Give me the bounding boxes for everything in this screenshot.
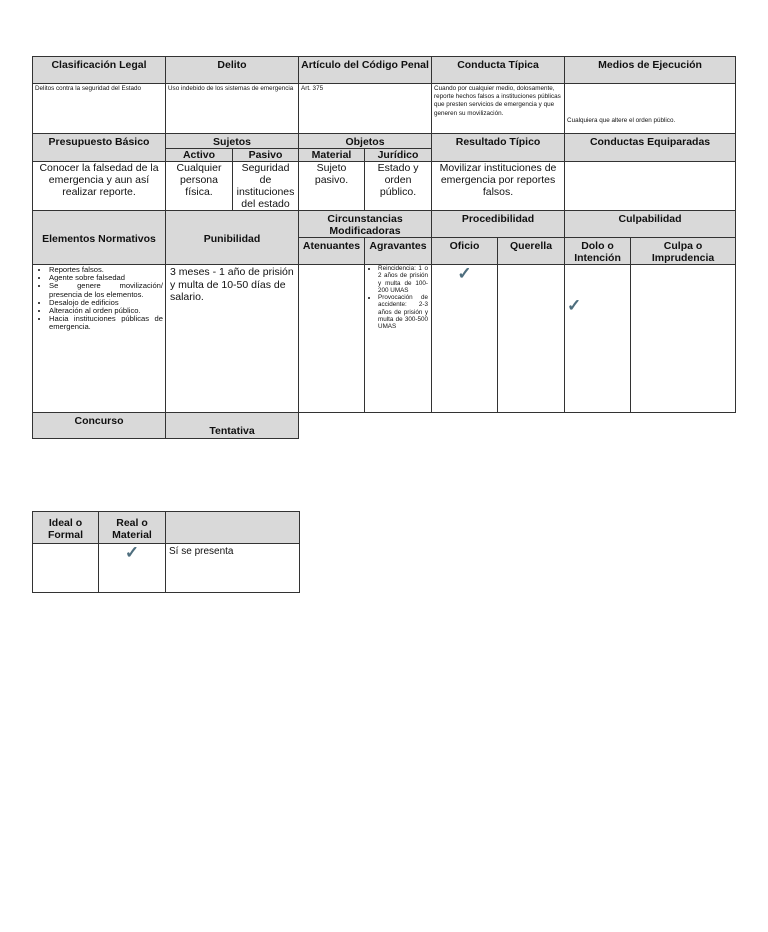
header-ideal-formal: Ideal o Formal (33, 512, 99, 544)
list-item: • Reincidencia: 1 o 2 años de prisión y multa de 100-200 UMAS (378, 265, 428, 294)
header-culpa-imprudencia: Culpa o Imprudencia (631, 238, 736, 265)
header-objetos: Objetos (299, 134, 432, 149)
header-querella: Querella (498, 238, 565, 265)
header-resultado-tipico: Resultado Típico (432, 134, 565, 162)
header-clasificacion-legal: Clasificación Legal (33, 57, 166, 84)
header-oficio: Oficio (432, 238, 498, 265)
header-punibilidad: Punibilidad (166, 211, 299, 265)
delito-analysis-table (32, 56, 736, 439)
value-ideal-formal (33, 544, 99, 593)
value-presupuesto-basico: Conocer la falsedad de la emergencia y aun así realizar reporte. (33, 162, 166, 211)
value-atenuantes (299, 265, 365, 413)
header-empty (166, 512, 300, 544)
value-querella (498, 265, 565, 413)
header-atenuantes: Atenuantes (299, 238, 365, 265)
value-sujeto-pasivo: Seguridad de instituciones del estado (233, 162, 299, 211)
header-circunstancias-modificadoras: Circunstancias Modificadoras (299, 211, 432, 238)
list-item: • Alteración al orden público. (49, 307, 163, 315)
value-oficio (432, 265, 498, 413)
value-elementos-normativos (33, 265, 166, 413)
value-punibilidad: 3 meses - 1 año de prisión y multa de 10-50 días de salario. (166, 265, 299, 413)
value-medios-ejecucion: Cualquiera que altere el orden público. (565, 84, 736, 134)
list-item: • Agente sobre falsedad (49, 274, 163, 282)
header-pasivo: Pasivo (233, 149, 299, 162)
agravantes-list (368, 265, 428, 331)
checkmark-icon: ✓ (457, 264, 472, 283)
value-articulo: Art. 375 (299, 84, 432, 134)
concurso-note: Sí se presenta (166, 544, 300, 593)
empty-area (299, 413, 736, 439)
header-real-material: Real o Material (99, 512, 166, 544)
checkmark-icon: ✓ (567, 296, 582, 315)
value-objeto-material: Sujeto pasivo. (299, 162, 365, 211)
concurso-table (32, 511, 300, 593)
value-real-material (99, 544, 166, 593)
header-medios-ejecucion: Medios de Ejecución (565, 57, 736, 84)
header-conductas-equiparadas: Conductas Equiparadas (565, 134, 736, 162)
elementos-list (35, 266, 163, 332)
header-procedibilidad: Procedibilidad (432, 211, 565, 238)
header-tentativa: Tentativa (166, 413, 299, 439)
value-conducta-tipica: Cuando por cualquier medio, dolosamente, reporte hechos falsos a instituciones públicas que presten servicios de emergencia y que generen su movilización. (432, 84, 565, 134)
value-delito: Uso indebido de los sistemas de emergencia (166, 84, 299, 134)
value-resultado-tipico: Movilizar instituciones de emergencia por reportes falsos. (432, 162, 565, 211)
header-material: Material (299, 149, 365, 162)
list-item: • Se genere movilización/ presencia de los elementos. (49, 282, 163, 298)
value-agravantes (365, 265, 432, 413)
value-culpa-imprudencia (631, 265, 736, 413)
value-sujeto-activo: Cualquier persona física. (166, 162, 233, 211)
value-objeto-juridico: Estado y orden público. (365, 162, 432, 211)
header-conducta-tipica: Conducta Típica (432, 57, 565, 84)
value-conductas-equiparadas (565, 162, 736, 211)
checkmark-icon: ✓ (124, 543, 140, 562)
list-item: • Desalojo de edificios (49, 299, 163, 307)
list-item: • Hacia instituciones públicas de emergencia. (49, 315, 163, 331)
header-concurso: Concurso (33, 413, 166, 439)
header-agravantes: Agravantes (365, 238, 432, 265)
list-item: • Provocación de accidente: 2-3 años de prisión y multa de 300-500 UMAS (378, 294, 428, 330)
header-culpabilidad: Culpabilidad (565, 211, 736, 238)
header-dolo-intencion: Dolo o Intención (565, 238, 631, 265)
value-clasificacion-legal: Delitos contra la seguridad del Estado (33, 84, 166, 134)
value-dolo-intencion (565, 265, 631, 413)
list-item: • Reportes falsos. (49, 266, 163, 274)
header-sujetos: Sujetos (166, 134, 299, 149)
header-delito: Delito (166, 57, 299, 84)
header-elementos-normativos: Elementos Normativos (33, 211, 166, 265)
header-activo: Activo (166, 149, 233, 162)
header-presupuesto-basico: Presupuesto Básico (33, 134, 166, 162)
header-articulo: Artículo del Código Penal (299, 57, 432, 84)
header-juridico: Jurídico (365, 149, 432, 162)
